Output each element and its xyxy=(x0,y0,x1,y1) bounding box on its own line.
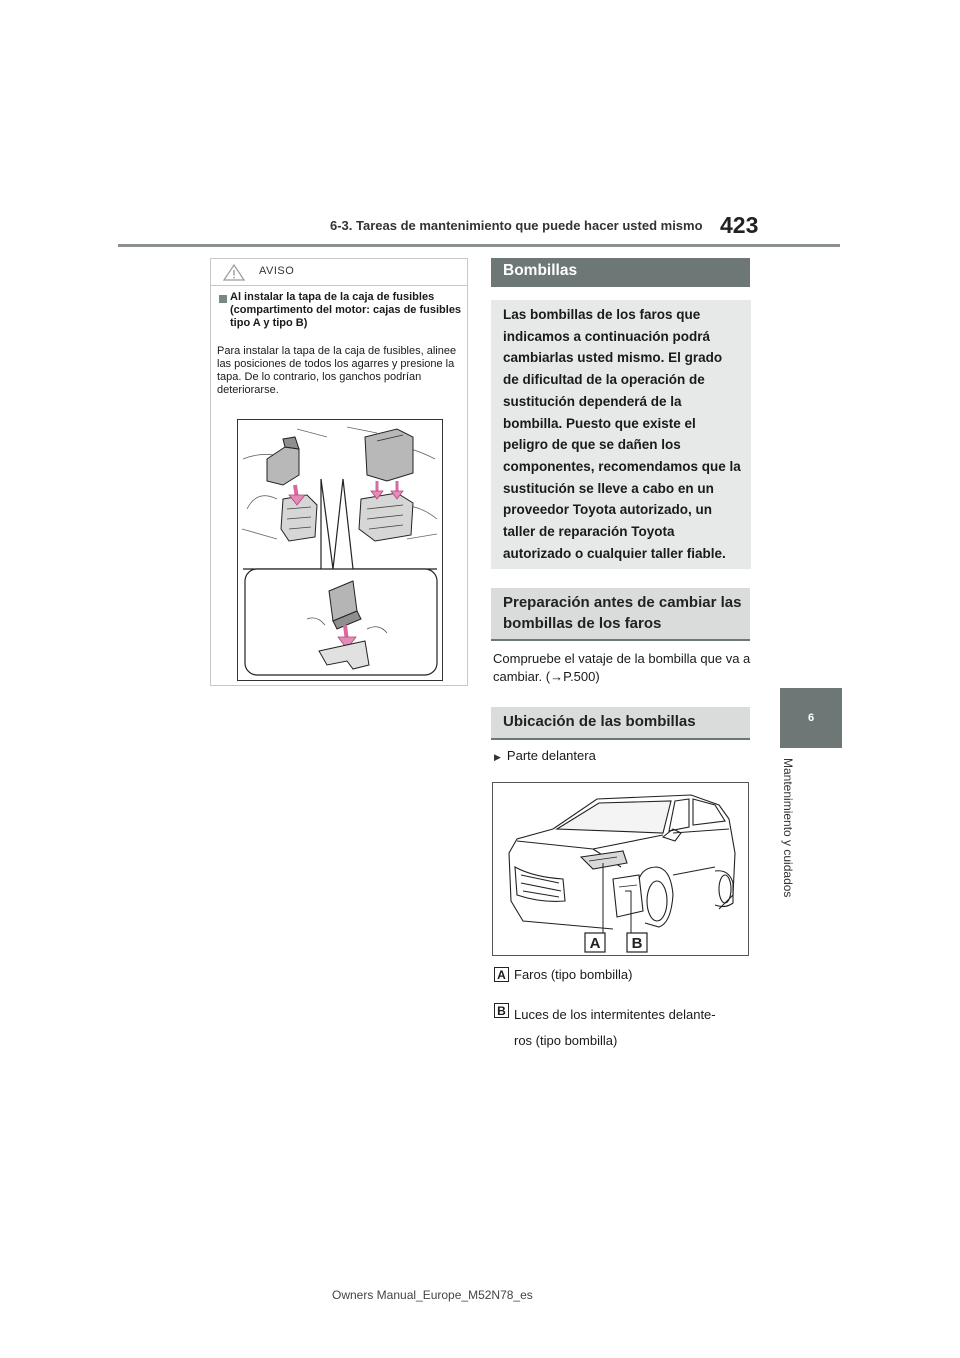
section-title: 6-3. Tareas de mantenimiento que puede hacer usted mismo xyxy=(330,218,703,233)
footer-text: Owners Manual_Europe_M52N78_es xyxy=(332,1288,533,1302)
chapter-label: Mantenimiento y cuidados xyxy=(781,758,795,898)
preparation-section-title: Preparación antes de cambiar las bombillas de los faros xyxy=(491,588,750,641)
warning-heading: Al instalar la tapa de la caja de fusibles (compartimento del motor: cajas de fusibles tipo A y tipo B) xyxy=(230,291,462,329)
legend-badge-b: B xyxy=(494,1003,509,1018)
callout-b-label: B xyxy=(631,935,643,952)
warning-title: AVISO xyxy=(259,265,295,277)
legend-text-b: Luces de los intermitentes delante- ros (tipo bombilla) xyxy=(514,1007,716,1048)
callout-a-label: A xyxy=(589,935,601,952)
triangle-arrow-icon: ▶ xyxy=(494,752,501,762)
fuse-box-cover-illustration xyxy=(237,419,443,681)
warning-box xyxy=(210,258,468,686)
legend-text-a: Faros (tipo bombilla) xyxy=(514,967,633,982)
bulbs-intro: Las bombillas de los faros que indicamos a continuación podrá cambiarlas usted mismo. El grado de dificultad de la operación de sustitución dependerá de la bombilla. Puesto que existe el peligro de que se dañen los componentes, recomendamos que la sustitución se lleve a cabo en un proveedor Toyota autorizado, un taller de reparación Toyota autorizado o cualquier taller fiable. xyxy=(491,300,751,569)
bulbs-section-title: Bombillas xyxy=(491,258,750,287)
preparation-text-start: Compruebe el vataje de la bombilla que va a cambiar. ( xyxy=(493,651,751,684)
car-front-illustration xyxy=(492,782,749,956)
chapter-tab xyxy=(780,688,842,748)
header-divider xyxy=(118,244,840,247)
preparation-text xyxy=(493,650,753,686)
front-subheading-label: Parte delantera xyxy=(506,748,596,763)
front-subheading xyxy=(494,747,596,766)
page-reference-link[interactable]: P.500 xyxy=(563,669,596,684)
chapter-label-container xyxy=(783,758,843,928)
legend-badge-a: A xyxy=(494,967,509,982)
car-drawing xyxy=(493,783,748,955)
figure-callout-labels xyxy=(585,933,647,952)
chapter-number: 6 xyxy=(807,712,815,724)
location-section-title: Ubicación de las bombillas xyxy=(491,707,750,740)
preparation-text-end: ) xyxy=(595,669,600,684)
warning-header xyxy=(211,259,467,286)
square-bullet-icon xyxy=(219,295,227,303)
reference-arrow: → xyxy=(550,669,564,684)
warning-triangle-icon xyxy=(223,264,245,281)
page-number: 423 xyxy=(720,212,759,238)
warning-body: Para instalar la tapa de la caja de fusibles, alinee las posiciones de todos los agarres y presione la tapa. De lo contrario, los ganchos podrían deteriorarse. xyxy=(217,345,457,396)
